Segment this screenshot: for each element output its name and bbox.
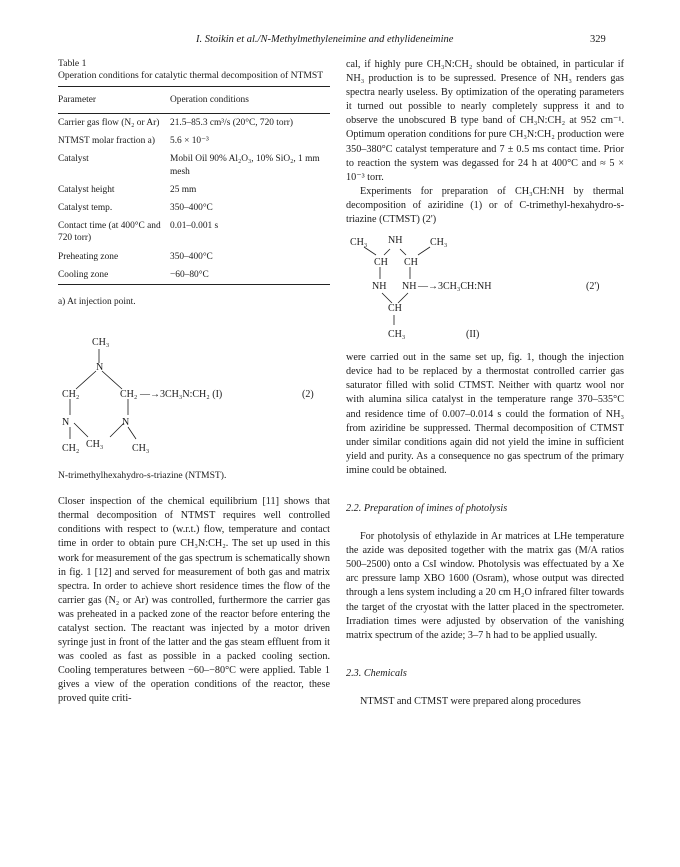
table-header-row xyxy=(58,86,330,113)
scheme-label: NH xyxy=(402,281,417,293)
ctmst-scheme xyxy=(346,231,624,351)
table-cell-parameter: Preheating zone xyxy=(58,251,119,262)
section-2-2-title: 2.2. Preparation of imines of photolysis xyxy=(346,502,508,514)
section-2-2-text: For photolysis of ethylazide in Ar matrices at LHe temperature the azide was deposited together with the matrix gas (M/A ratios 500–2500) onto a CsI window. Photolysis was effectuated by a Xe arc pressure lamp XBO 1600 (Osram), whose output was directed through a lens system including a 20 cm H₂O infrared filter towards the target of the cryostat with the latter placed in the spectrometer. Irradiation times were adjusted by observation of the vanishing matrix spectrum of the azide; 3–7 h had to be applied usually. xyxy=(346,531,624,641)
table-cell-parameter: NTMST molar fraction a) xyxy=(58,136,155,147)
left-paragraph: Closer inspection of the chemical equilibrium [11] shows that thermal decomposition of NTMST requires well controlled conditions with respect to (w.r.t.) flow, temperature and contact time in order to obtain pure CH₃N:CH₂. The set up used in this work for measurement of the gas spectrum is schematically shown in fig. 1 [12] and served for measurement of both gas and matrix spectra. In order to achieve short residence times the flow of the carrier gas (N₂ or Ar) was controlled, furthermore the carrier gas was preheated in a packed zone of the reactor before entering the catalyst section. The reactant was injected by a motor driven syringe just in front of the latter and the gas steam effluent from it was cooled as fast as possible in a packed cooling section. Cooling temperatures between −60–−80°C were applied. Table 1 gives a view of the operation conditions of the reactor, these proved quite criti- xyxy=(58,496,330,705)
right-paragraph-3: were carried out in the same set up, fig. 1, though the injection device had to be replaced by a thermostat controlled carrier gas saturator filled with solid CTMST. Neither with quartz wool nor with alumina silica catalyst in the temperature range 370–535°C and residence time of 0.007–0.014 s could the formation of NH₃ from aziridine be suppressed. Thermal decomposition of CTMST under similar conditions again did not yield the imine in sufficient yield and purity. As a consequence no gas spectrum of the primary imine could be obtained. xyxy=(346,352,624,476)
table-row xyxy=(58,199,330,217)
scheme-label: CH xyxy=(404,257,418,269)
scheme-label: N xyxy=(122,417,130,429)
section-2-3-title: 2.3. Chemicals xyxy=(346,667,407,679)
table-cell-parameter: Carrier gas flow (N₂ or Ar) xyxy=(58,117,160,128)
col-header-parameter: Parameter xyxy=(58,94,96,105)
scheme-label: CH xyxy=(388,303,402,315)
compound-number: (II) xyxy=(466,329,480,341)
page-number: 329 xyxy=(590,34,606,45)
table-row xyxy=(58,266,330,285)
table-cell-condition: 0.01–0.001 s xyxy=(170,221,219,232)
right-paragraph-1: cal, if highly pure CH₃N:CH₂ should be obtained, in particular if NH₃ production is to be supressed. Presence of NH₃ renders gas spectra nearly useless. By optimization of the operating parameters it turned out possible to nearly completely suppress it and to observe the unobscured B type band of CH₃N:CH₂ at 952 cm⁻¹. Optimum operation conditions for pure CH₃N:CH₂ production were 350–380°C catalyst temperature and 7 ± 0.5 ms contact time. Prior to reaction the system was degassed for 24 h at 400°C and ≈ 5 × 10⁻³ torr. xyxy=(346,59,624,183)
scheme-label: CH xyxy=(374,257,388,269)
scheme-label: CH₃ xyxy=(350,237,368,249)
right-column xyxy=(346,58,624,709)
table-cell-parameter: Contact time (at 400°C and 720 torr) xyxy=(58,221,161,244)
right-paragraph-2: Experiments for preparation of CH₃CH:NH by thermal decomposition of aziridine (1) or of C-trimethyl-hexahydro-s-triazine (CTMST) (2') xyxy=(346,185,624,226)
table-label: Table 1 xyxy=(58,58,87,69)
table-cell-parameter: Catalyst xyxy=(58,154,89,165)
scheme-label: CH₃ xyxy=(132,443,150,455)
table-cell-condition: 5.6 × 10⁻³ xyxy=(170,136,209,147)
left-column xyxy=(58,58,330,707)
scheme-label: CH₂ xyxy=(62,389,80,401)
scheme-label: —→3CH₃CH:NH xyxy=(418,281,492,293)
scheme-label: —→3CH₃N:CH₂ (I) xyxy=(140,389,223,401)
table-cell-parameter: Cooling zone xyxy=(58,269,109,280)
table-cell-condition: 25 mm xyxy=(170,184,197,195)
scheme-label: NH xyxy=(388,235,403,247)
table-cell-parameter: Catalyst height xyxy=(58,184,115,195)
running-title: I. Stoikin et al./N-Methylmethyleneimine and ethylideneimine xyxy=(196,34,454,45)
section-2-3-text: NTMST and CTMST were prepared along procedures xyxy=(360,695,581,707)
table-row xyxy=(58,113,330,132)
table-footnote: a) At injection point. xyxy=(58,296,136,307)
equation-number: (2') xyxy=(586,281,600,293)
table-row xyxy=(58,132,330,150)
table-cell-condition: 350–400°C xyxy=(170,202,213,213)
ntmst-caption: N-trimethylhexahydro-s-triazine (NTMST). xyxy=(58,470,227,482)
scheme-label: N xyxy=(62,417,70,429)
scheme-label: CH₂ xyxy=(62,443,80,455)
table-cell-condition: −60–80°C xyxy=(170,269,209,280)
col-header-conditions: Operation conditions xyxy=(170,94,249,105)
scheme-label: CH₃ xyxy=(388,329,406,341)
scheme-label: NH xyxy=(372,281,387,293)
ntmst-scheme xyxy=(58,317,330,467)
scheme-label: CH₃ xyxy=(86,439,104,451)
table-row xyxy=(58,150,330,180)
table-caption: Operation conditions for catalytic thermal decomposition of NTMST xyxy=(58,70,324,82)
table-cell-condition: Mobil Oil 90% Al₂O₃, 10% SiO₂, 1 mm mesh xyxy=(170,154,320,177)
table-row xyxy=(58,217,330,247)
table-cell-parameter: Catalyst temp. xyxy=(58,202,113,213)
scheme-label: CH₂ xyxy=(120,389,138,401)
conditions-table xyxy=(58,86,330,285)
equation-number: (2) xyxy=(302,389,314,401)
table-cell-condition: 350–400°C xyxy=(170,251,213,262)
scheme-label: CH₃ xyxy=(430,237,448,249)
table-cell-condition: 21.5–85.3 cm³/s (20°C, 720 torr) xyxy=(170,117,293,128)
table-row xyxy=(58,248,330,266)
table-row xyxy=(58,181,330,199)
scheme-label: CH₃ xyxy=(92,337,110,349)
scheme-label: N xyxy=(96,362,104,374)
